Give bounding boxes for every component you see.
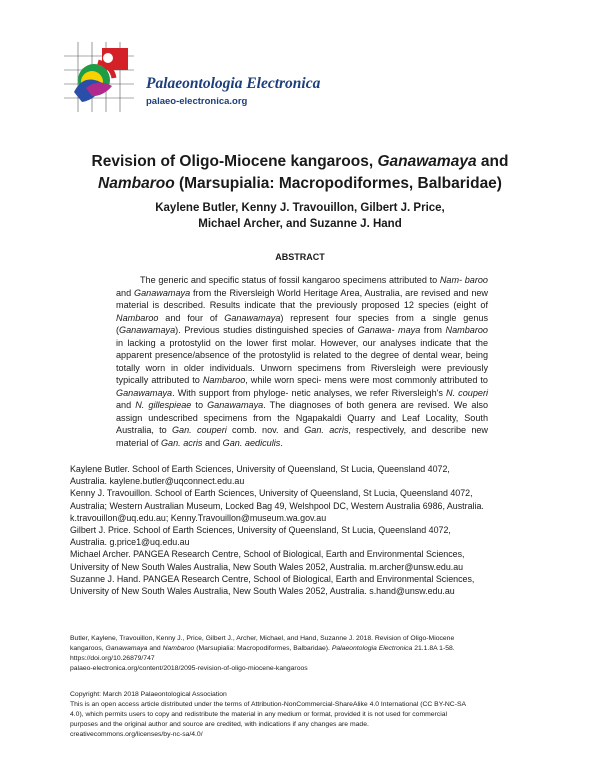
affiliation-line: Australia. g.price1@uq.edu.au: [70, 537, 190, 548]
abstract-line: The generic and specific status of fossil kangaroo specimens attributed to Nam-: [140, 275, 463, 285]
affiliation-line: Kenny J. Travouillon. School of Earth Sciences, University of Queensland, St Lucia, Queensland 4072,: [70, 488, 473, 499]
journal-name: Palaeontologia Electronica: [146, 75, 321, 92]
citation-line: palaeo-electronica.org/content/2018/2095-revision-of-oligo-miocene-kangaroos: [70, 665, 308, 672]
abstract-line: The diagnoses of both genera are revised. We also assign undescribed specimens: [116, 400, 489, 423]
abstract-line: from the Ngapakaldi Quarry and Leaf Locality, South Australia, to Gan. couperi comb.: [116, 412, 488, 435]
citation-line: Butler, Kaylene, Travouillon, Kenny J., Price, Gilbert J., Archer, Michael, and Hand, Suzanne J. 2018. Revision of Oligo-Miocene: [70, 635, 455, 642]
abstract-line: 12 species (eight of Nambaroo and four of Ganawamaya) represent four species from: [116, 300, 488, 323]
copyright-line: creativecommons.org/licenses/by-nc-sa/4.0/: [70, 731, 203, 738]
author-list: Kaylene Butler, Kenny J. Travouillon, Gilbert J. Price, Michael Archer, and Suzanne J. Hand: [155, 202, 445, 230]
abstract-line: the degree of dental wear, being totally worn in older individuals. Unworn specimens: [116, 350, 489, 373]
journal-logo: [64, 42, 134, 112]
abstract-line: from Riversleigh were previously typically attributed to Nambaroo, while worn speci-: [116, 362, 488, 385]
article-title: Revision of Oligo-Miocene kangaroos, Ganawamaya and Nambaroo (Marsupialia: Macropodiformes, Balbaridae): [91, 153, 509, 192]
affiliation-line: Kaylene Butler. School of Earth Sciences, University of Queensland, St Lucia, Queensland 4072,: [70, 464, 450, 474]
abstract-body: [116, 274, 488, 449]
affiliations: [70, 463, 542, 597]
abstract-line: mens were most commonly attributed to Ganawamaya. With support from phyloge-: [116, 375, 488, 398]
citation-line: https://doi.org/10.26879/747: [70, 655, 155, 662]
citation: [70, 634, 542, 674]
abstract-line: revised and new material is described. Results indicate that the previously proposed: [116, 287, 489, 310]
copyright-line: 4.0), which permits users to copy and redistribute the material in any medium or format, provided it is not used for commercial: [70, 711, 448, 718]
affiliation-line: k.travouillon@uq.edu.au; Kenny.Travouillon@museum.wa.gov.au: [70, 512, 327, 523]
affiliation-line: University of New South Wales Australia, New South Wales 2052, Australia. m.archer@unsw.edu.au: [70, 561, 464, 572]
affiliation-line: Michael Archer. PANGEA Research Centre, School of Biological, Earth and Environmental Sciences,: [70, 549, 465, 560]
abstract-heading: ABSTRACT: [275, 252, 325, 262]
abstract-line: analyses indicate that the apparent presence/absence of the protostylid is related to: [116, 337, 489, 360]
copyright-line: This is an open access article distributed under the terms of Attribution-NonCommercial-ShareAlike 4.0 International (CC BY-NC-SA: [70, 701, 467, 708]
abstract-line: maya from Nambaroo in lacking a protostylid on the lower first molar. However, our: [116, 325, 488, 348]
abstract-line: baroo and Ganawamaya from the Riversleigh World Heritage Area, Australia, are: [116, 275, 488, 298]
abstract-line: aediculis.: [244, 437, 283, 448]
affiliation-line: University of New South Wales Australia, New South Wales 2052, Australia. s.hand@unsw.edu.au: [70, 586, 455, 597]
copyright-line: purposes and the original author and source are credited, with indications if any changes are made.: [70, 721, 369, 728]
abstract-line: nov. and Gan. acris, respectively, and describe new material of Gan. acris and Gan.: [116, 425, 489, 448]
abstract-line: netic analyses, we refer Riversleigh's N. couperi and N. gillespieae to Ganawamaya.: [116, 387, 488, 410]
abstract-line: a single genus (Ganawamaya). Previous studies distinguished species of Ganawa-: [116, 312, 488, 335]
journal-url[interactable]: palaeo-electronica.org: [146, 96, 248, 107]
copyright-line: Copyright: March 2018 Palaeontological Association: [70, 691, 227, 698]
affiliation-line: Australia. kaylene.butler@uqconnect.edu.au: [70, 476, 245, 487]
citation-line: kangaroos, Ganawamaya and Nambaroo (Marsupialia: Macropodiformes, Balbaridae). Palaeontologia Electronica 21.1.8A 1-58.: [70, 645, 455, 652]
affiliation-line: Gilbert J. Price. School of Earth Sciences, University of Queensland, St Lucia, Queensland 4072,: [70, 525, 451, 536]
affiliation-line: Australia; Western Australian Museum, Locked Bag 49, Welshpool DC, Western Australia 6986, Australia.: [70, 500, 484, 511]
affiliation-line: Suzanne J. Hand. PANGEA Research Centre, School of Biological, Earth and Environmental Sciences,: [70, 573, 475, 584]
copyright-notice: [70, 690, 542, 740]
